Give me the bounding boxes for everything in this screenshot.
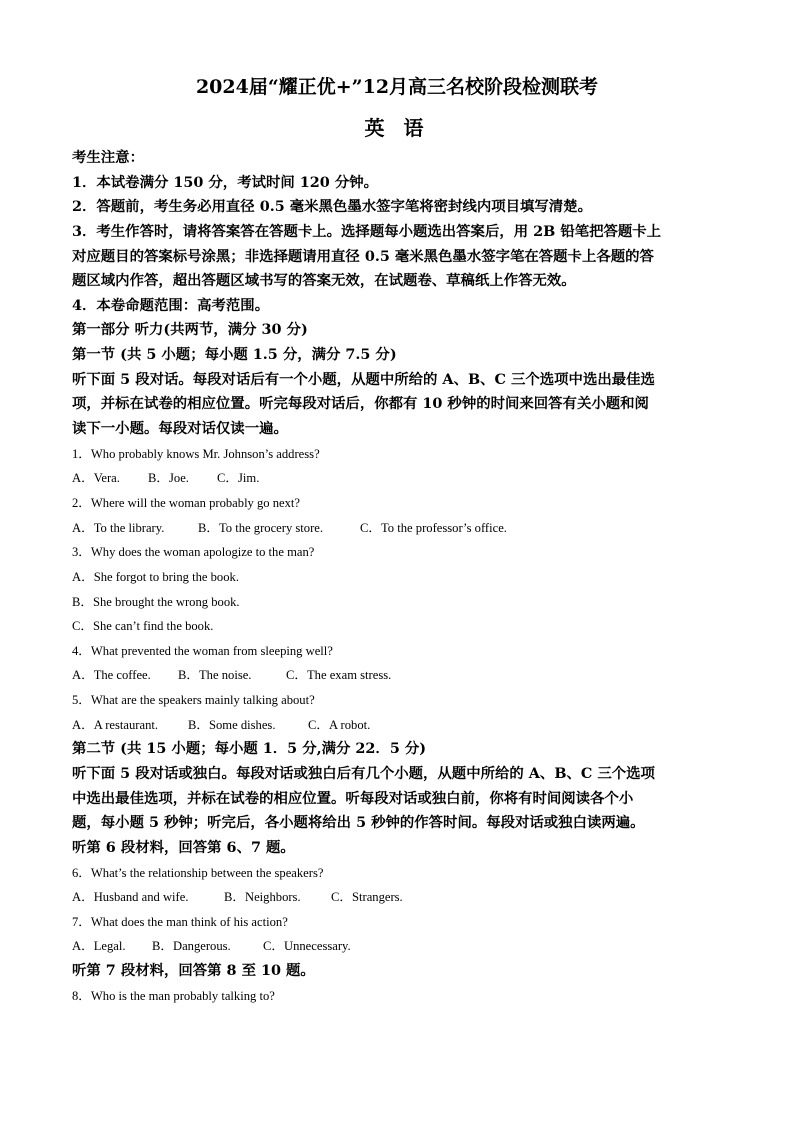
notice-item: 1．本试卷满分 150 分，考试时间 120 分钟。 bbox=[72, 174, 378, 191]
option-b: B．She brought the wrong book. bbox=[72, 595, 240, 609]
option-a: A．The coffee. bbox=[72, 668, 151, 682]
option-a: A．Vera. bbox=[72, 471, 120, 485]
section1-instructions: 读下一小题。每段对话仅读一遍。 bbox=[72, 420, 288, 437]
question-stem: 5．What are the speakers mainly talking about? bbox=[72, 693, 315, 707]
option-b: B．Dangerous. bbox=[152, 939, 231, 953]
option-b: B．Some dishes. bbox=[188, 718, 276, 732]
option-a: A．Husband and wife. bbox=[72, 890, 189, 904]
material-heading: 听第 6 段材料，回答第 6、7 题。 bbox=[72, 839, 295, 856]
section2-instructions: 中选出最佳选项，并标在试卷的相应位置。听每段对话或独白前，你将有时间阅读各个小 bbox=[72, 790, 634, 807]
subject-title: 英 语 bbox=[364, 116, 430, 140]
option-a: A．Legal. bbox=[72, 939, 126, 953]
notice-heading: 考生注意： bbox=[72, 149, 144, 166]
question-stem: 8．Who is the man probably talking to? bbox=[72, 989, 275, 1003]
section2-heading: 第二节 (共 15 小题；每小题 1．5 分,满分 22．5 分) bbox=[72, 740, 427, 757]
option-a: A．A restaurant. bbox=[72, 718, 159, 732]
notice-item: 3．考生作答时，请将答案答在答题卡上。选择题每小题选出答案后，用 2B 铅笔把答题卡上 bbox=[72, 223, 662, 240]
question-stem: 4．What prevented the woman from sleeping well? bbox=[72, 644, 333, 658]
section1-instructions: 听下面 5 段对话。每段对话后有一个小题，从题中所给的 A、B、C 三个选项中选出最佳选 bbox=[72, 371, 655, 388]
option-c: C．Jim. bbox=[217, 471, 260, 485]
option-c: C．Strangers. bbox=[331, 890, 403, 904]
notice-item: 对应题目的答案标号涂黑；非选择题请用直径 0.5 毫米黑色墨水签字笔在答题卡上各题的答 bbox=[72, 248, 654, 265]
question-stem: 7．What does the man think of his action? bbox=[72, 915, 288, 929]
notice-item: 4．本卷命题范围：高考范围。 bbox=[72, 297, 270, 314]
option-b: B．The noise. bbox=[178, 668, 252, 682]
question-stem: 3．Why does the woman apologize to the man? bbox=[72, 545, 315, 559]
question-options bbox=[72, 665, 391, 685]
question-options bbox=[72, 468, 259, 488]
notice-item: 2．答题前，考生务必用直径 0.5 毫米黑色墨水签字笔将密封线内项目填写清楚。 bbox=[72, 198, 592, 215]
part1-heading: 第一部分 听力(共两节，满分 30 分) bbox=[72, 321, 308, 338]
question-options bbox=[72, 518, 507, 538]
section2-instructions: 听下面 5 段对话或独白。每段对话或独白后有几个小题，从题中所给的 A、B、C 三个选项 bbox=[72, 765, 655, 782]
section1-instructions: 项，并标在试卷的相应位置。听完每段对话后，你都有 10 秒钟的时间来回答有关小题和阅 bbox=[72, 395, 649, 412]
option-b: B．Joe. bbox=[148, 471, 189, 485]
option-c: C．Unnecessary. bbox=[263, 939, 351, 953]
option-c: C．To the professor’s office. bbox=[360, 521, 507, 535]
exam-title: 2024届“耀正优+”12月高三名校阶段检测联考 bbox=[195, 76, 599, 98]
question-stem: 2．Where will the woman probably go next? bbox=[72, 496, 301, 510]
question-options bbox=[72, 936, 351, 956]
question-options bbox=[72, 887, 403, 907]
option-c: C．The exam stress. bbox=[286, 668, 392, 682]
option-a: A．To the library. bbox=[72, 521, 165, 535]
section1-heading: 第一节 (共 5 小题；每小题 1.5 分，满分 7.5 分) bbox=[72, 346, 397, 363]
material-heading: 听第 7 段材料，回答第 8 至 10 题。 bbox=[72, 962, 315, 979]
option-b: B．Neighbors. bbox=[224, 890, 301, 904]
section2-instructions: 题，每小题 5 秒钟；听完后，各小题将给出 5 秒钟的作答时间。每段对话或独白读两遍。 bbox=[72, 814, 645, 831]
option-c: C．A robot. bbox=[308, 718, 371, 732]
option-b: B．To the grocery store. bbox=[198, 521, 324, 535]
option-a: A．She forgot to bring the book. bbox=[72, 570, 239, 584]
option-c: C．She can’t find the book. bbox=[72, 619, 214, 633]
question-options bbox=[72, 715, 370, 735]
notice-item: 题区域内作答，超出答题区域书写的答案无效，在试题卷、草稿纸上作答无效。 bbox=[72, 272, 576, 289]
question-stem: 6．What’s the relationship between the speakers? bbox=[72, 866, 324, 880]
question-stem: 1．Who probably knows Mr. Johnson’s address? bbox=[72, 447, 320, 461]
